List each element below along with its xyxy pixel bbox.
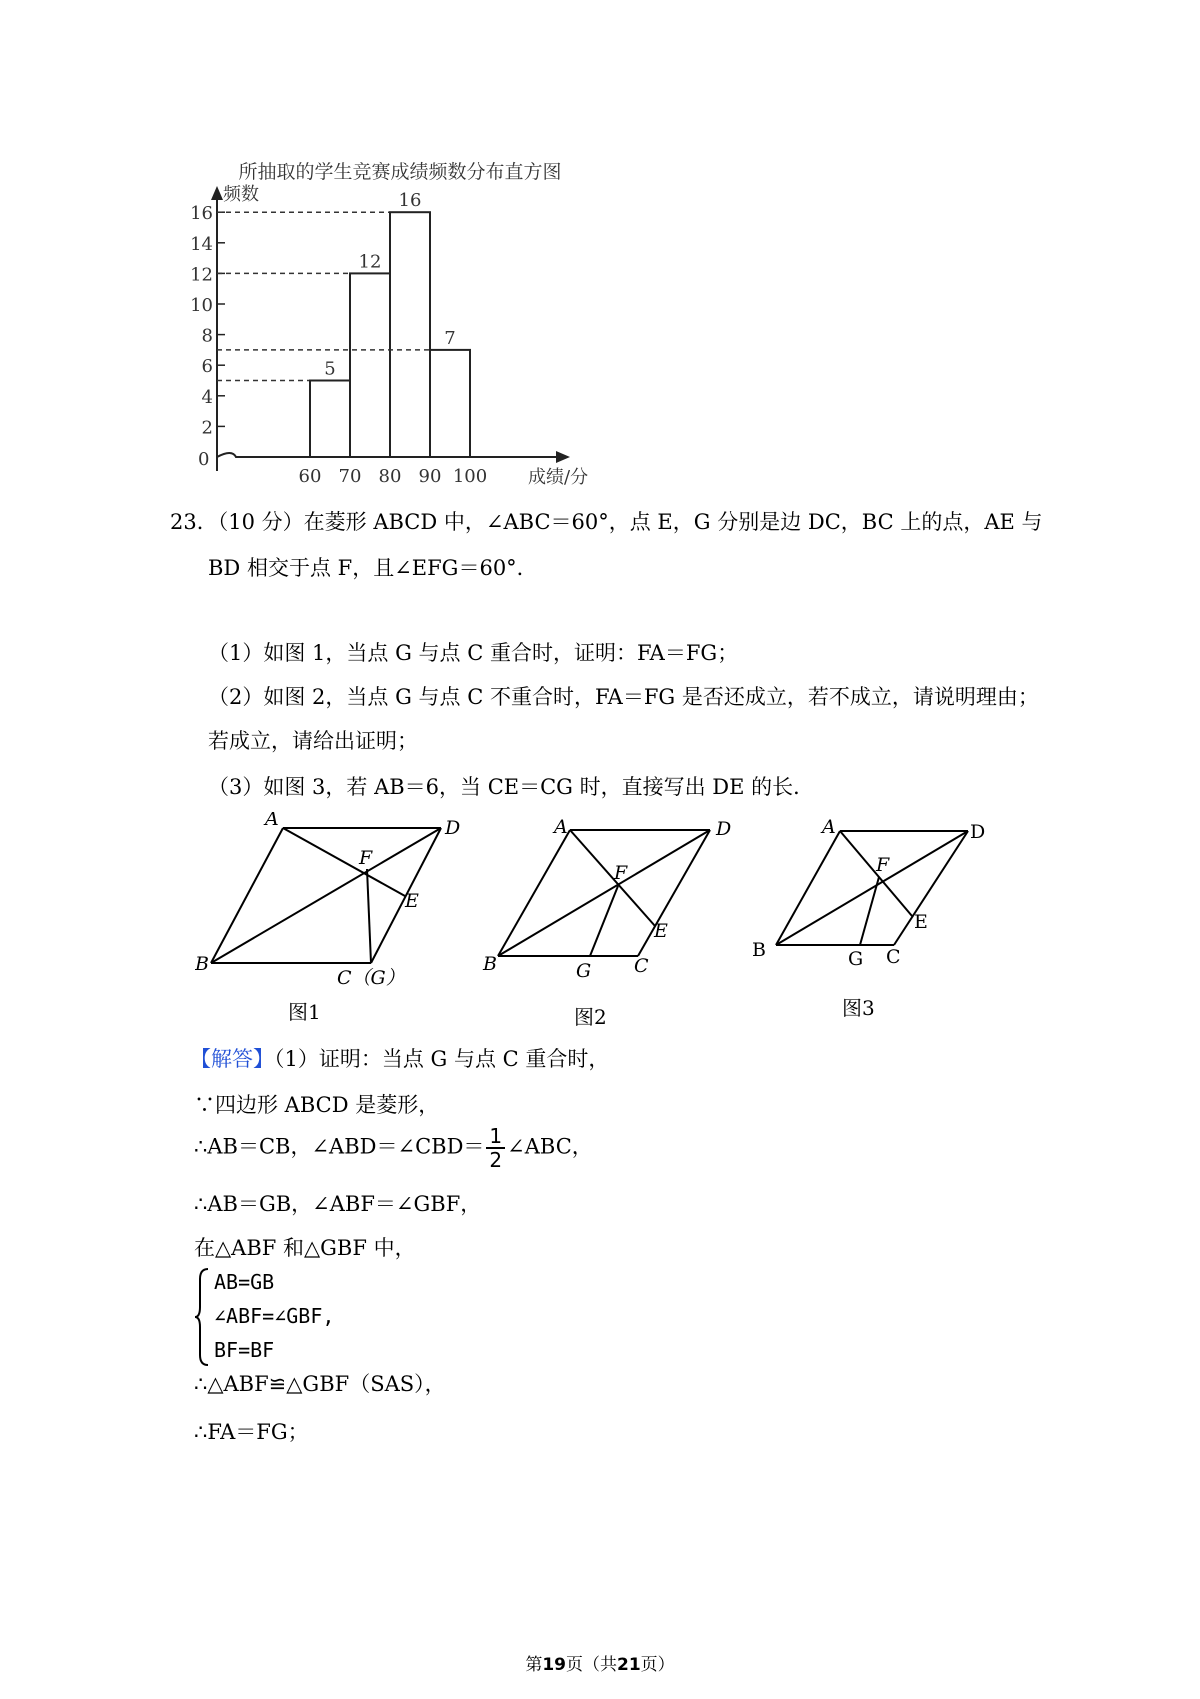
origin-label: 0 — [198, 449, 210, 470]
fig3-label-e: E — [914, 911, 928, 933]
y-tick-label-8: 8 — [201, 325, 213, 347]
page-footer: 第19页（共21页） — [525, 1655, 675, 1675]
fig1-label-e: E — [405, 890, 419, 912]
fig3-label-g: G — [848, 948, 864, 970]
question-part-2a: （2）如图 2，当点 G 与点 C 不重合时，FA＝FG 是否还成立，若不成立，请说明理由； — [208, 685, 1039, 709]
fig2-label-c: C — [634, 955, 649, 977]
figure-2-caption: 图2 — [574, 1005, 607, 1029]
answer-line-1: 【解答】（1）证明：当点 G 与点 C 重合时， — [190, 1047, 610, 1071]
fig3-label-d: D — [970, 821, 986, 843]
y-tick-label-16: 16 — [190, 203, 213, 225]
answer-line-7: ∴FA＝FG； — [194, 1420, 309, 1444]
fig3-label-b: B — [752, 939, 766, 961]
figure-2 — [480, 815, 740, 990]
fig1-label-b: B — [195, 953, 209, 975]
y-axis-label: 频数 — [223, 184, 259, 205]
fig3-label-f: F — [876, 854, 890, 876]
figure-3 — [748, 815, 998, 980]
bar-value-label-16: 16 — [398, 190, 422, 212]
fig1-label-f: F — [359, 847, 373, 869]
fig2-label-b: B — [483, 953, 497, 975]
fraction-half: $\frac{1}{2}$ — [486, 1125, 505, 1171]
bar-value-label-7: 7 — [444, 327, 456, 349]
y-axis-arrow — [211, 186, 223, 200]
x-axis-arrow — [556, 451, 570, 463]
fig3-label-a: A — [822, 816, 836, 838]
y-tick-label-2: 2 — [201, 417, 213, 439]
bar-60-70 — [310, 381, 350, 458]
histogram — [190, 150, 610, 495]
fig1-label-a: A — [265, 812, 279, 830]
fig1-label-d: D — [445, 817, 461, 839]
answer-line-3: ∴AB＝CB，∠ABD＝∠CBD＝ $\frac{1}{2}$ ∠ABC， — [194, 1124, 593, 1172]
fig2-label-f: F — [614, 862, 628, 884]
fig3-label-c: C — [886, 946, 901, 968]
bar-value-label-12: 12 — [358, 251, 382, 273]
chart-title: 所抽取的学生竞赛成绩频数分布直方图 — [238, 161, 562, 183]
x-tick-label-70: 70 — [338, 466, 362, 487]
figure-1 — [195, 812, 475, 997]
x-axis-label: 成绩/分 — [528, 467, 589, 488]
bar-value-label-5: 5 — [324, 358, 336, 380]
question-line-2: BD 相交于点 F，且∠EFG＝60°． — [208, 556, 538, 580]
y-tick-label-12: 12 — [190, 264, 213, 286]
bar-70-80 — [350, 273, 390, 457]
answer-tag: 【解答】 — [190, 1047, 274, 1071]
system-row-2: ∠ABF=∠GBF, — [214, 1304, 335, 1328]
left-brace — [194, 1267, 210, 1367]
answer-line-2: ∵四边形 ABCD 是菱形， — [194, 1093, 440, 1117]
figure-1-caption: 图1 — [288, 1000, 321, 1024]
system-row-3: BF=BF — [214, 1338, 275, 1362]
answer-line-4: ∴AB＝GB，∠ABF＝∠GBF， — [194, 1192, 482, 1216]
fig2-label-d: D — [716, 818, 732, 840]
fig2-label-e: E — [654, 920, 668, 942]
x-tick-label-60: 60 — [298, 466, 322, 487]
system-row-1: AB=GB — [214, 1270, 275, 1294]
bar-90-100 — [430, 350, 470, 457]
fig2-label-a: A — [554, 816, 568, 838]
y-tick-label-10: 10 — [190, 295, 213, 316]
question-part-1: （1）如图 1，当点 G 与点 C 重合时，证明：FA＝FG； — [208, 641, 739, 665]
y-tick-label-6: 6 — [201, 356, 213, 378]
x-tick-label-100: 100 — [452, 466, 488, 487]
question-part-3: （3）如图 3，若 AB＝6，当 CE＝CG 时，直接写出 DE 的长． — [208, 775, 815, 799]
x-tick-label-90: 90 — [418, 466, 442, 487]
question-part-2b: 若成立，请给出证明； — [208, 729, 418, 753]
x-tick-label-80: 80 — [378, 466, 402, 487]
answer-line-5: 在△ABF 和△GBF 中， — [194, 1236, 416, 1260]
y-tick-label-14: 14 — [190, 233, 213, 255]
fig1-label-c: C（G） — [337, 967, 405, 989]
fig2-label-g: G — [576, 960, 592, 982]
question-line-1: 23．（10 分）在菱形 ABCD 中，∠ABC＝60°，点 E，G 分别是边 DC，BC 上的点，AE 与 — [170, 510, 1043, 534]
figure-3-caption: 图3 — [842, 996, 875, 1020]
answer-line-6: ∴△ABF≌△GBF（SAS）， — [194, 1372, 446, 1396]
equation-system — [194, 1265, 334, 1367]
bar-80-90 — [390, 212, 430, 457]
y-tick-label-4: 4 — [201, 386, 213, 408]
